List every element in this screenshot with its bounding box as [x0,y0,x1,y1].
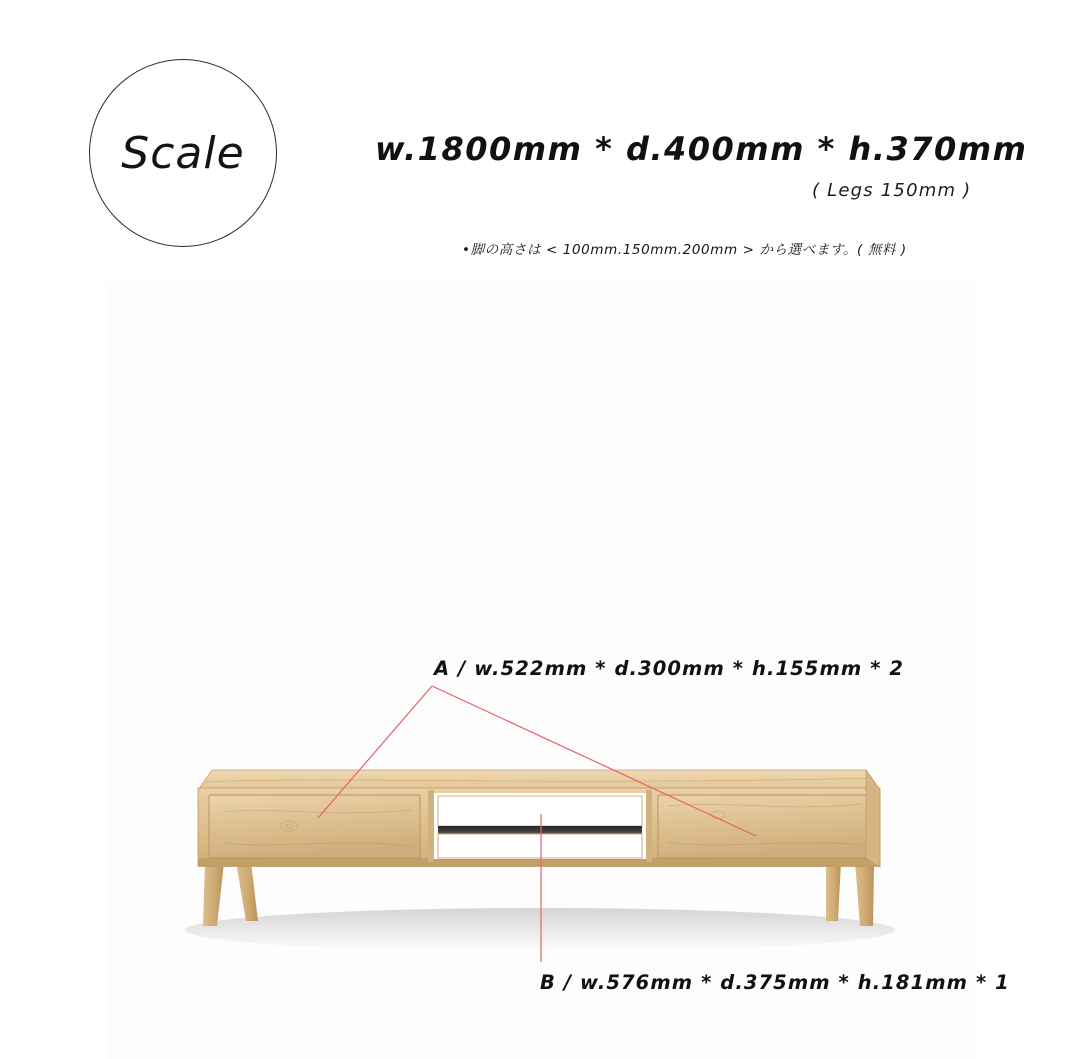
legs-option-note: •脚の高さは < 100mm.150mm.200mm > から選べます。( 無料 ) [462,242,907,258]
legs-height-note: ( Legs 150mm ) [812,180,972,201]
callout-label-a: A / w.522mm * d.300mm * h.155mm * 2 [434,657,905,680]
scale-badge [89,59,277,247]
callout-label-b: B / w.576mm * d.375mm * h.181mm * 1 [540,971,1010,994]
page-title-dimensions: w.1800mm * d.400mm * h.370mm [375,130,1028,168]
scale-badge-label: Scale [121,127,245,179]
